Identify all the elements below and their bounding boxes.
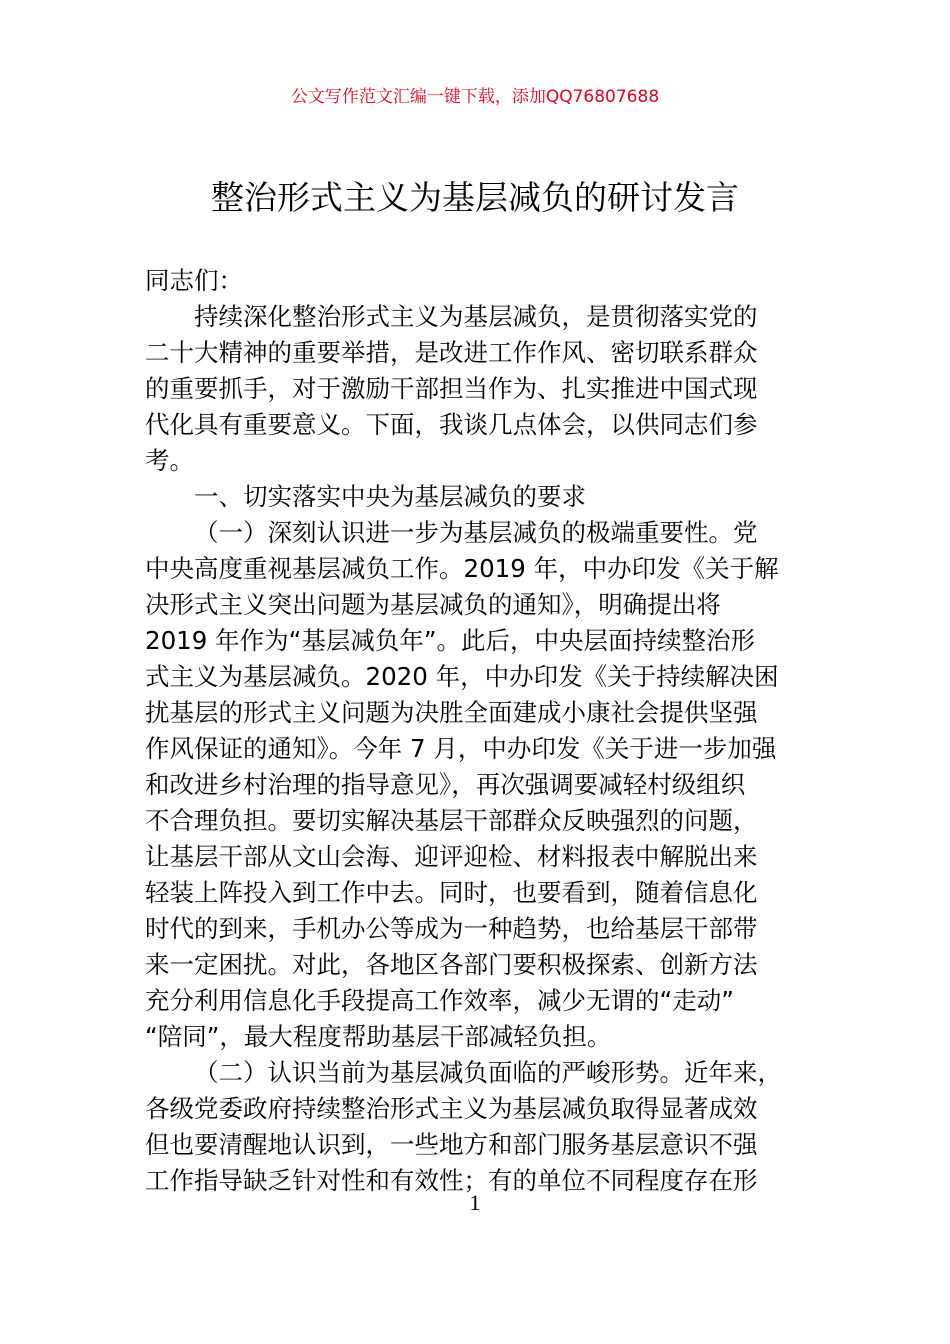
paragraph-line: 中央高度重视基层减负工作。2019 年，中办印发《关于解 [145,554,779,583]
document-title: 整治形式主义为基层减负的研讨发言 [211,178,739,217]
paragraph-line: 轻装上阵投入到工作中去。同时，也要看到，随着信息化 [145,878,758,907]
paragraph-line: （二）认识当前为基层减负面临的严峻形势。近年来， [194,1058,782,1087]
salutation: 同志们： [145,266,243,295]
paragraph-line: 的重要抓手，对于激励干部担当作为、扎实推进中国式现 [145,374,758,403]
page-number: 1 [469,1190,481,1215]
paragraph-line: 决形式主义突出问题为基层减负的通知》，明确提出将 [145,590,721,619]
paragraph-line: 充分利用信息化手段提高工作效率，减少无谓的“走动” [145,986,734,1015]
paragraph-line: 各级党委政府持续整治形式主义为基层减负取得显著成效 [145,1094,758,1123]
paragraph-line: 不合理负担。要切实解决基层干部群众反映强烈的问题， [145,806,758,835]
paragraph-line: 二十大精神的重要举措，是改进工作作风、密切联系群众 [145,338,758,367]
paragraph-line: 让基层干部从文山会海、迎评迎检、材料报表中解脱出来 [145,842,758,871]
watermark-text: 公文写作范文汇编一键下载，添加QQ76807688 [290,87,660,107]
paragraph-line: 2019 年作为“基层减负年”。此后，中央层面持续整治形 [145,626,756,655]
paragraph-line: 扰基层的形式主义问题为决胜全面建成小康社会提供坚强 [145,698,758,727]
paragraph-line: （一）深刻认识进一步为基层减负的极端重要性。党 [194,518,758,547]
paragraph-line: 作风保证的通知》。今年 7 月，中办印发《关于进一步加强 [145,734,777,763]
paragraph-line: 时代的到来，手机办公等成为一种趋势，也给基层干部带 [145,914,758,943]
paragraph-line: 但也要清醒地认识到，一些地方和部门服务基层意识不强 [145,1130,758,1159]
paragraph-line: 持续深化整治形式主义为基层减负，是贯彻落实党的 [194,302,758,331]
paragraph-line: 工作指导缺乏针对性和有效性；有的单位不同程度存在形 [145,1166,758,1195]
paragraph-line: 和改进乡村治理的指导意见》，再次强调要减轻村级组织 [145,770,746,799]
paragraph-line: 代化具有重要意义。下面，我谈几点体会，以供同志们参 [145,410,758,439]
paragraph-line: “陪同”，最大程度帮助基层干部减轻负担。 [145,1022,612,1051]
paragraph-line: 考。 [145,446,194,475]
section-heading: 一、切实落实中央为基层减负的要求 [194,482,586,511]
paragraph-line: 来一定困扰。对此，各地区各部门要积极探索、创新方法 [145,950,758,979]
paragraph-line: 式主义为基层减负。2020 年，中办印发《关于持续解决困 [145,662,779,691]
